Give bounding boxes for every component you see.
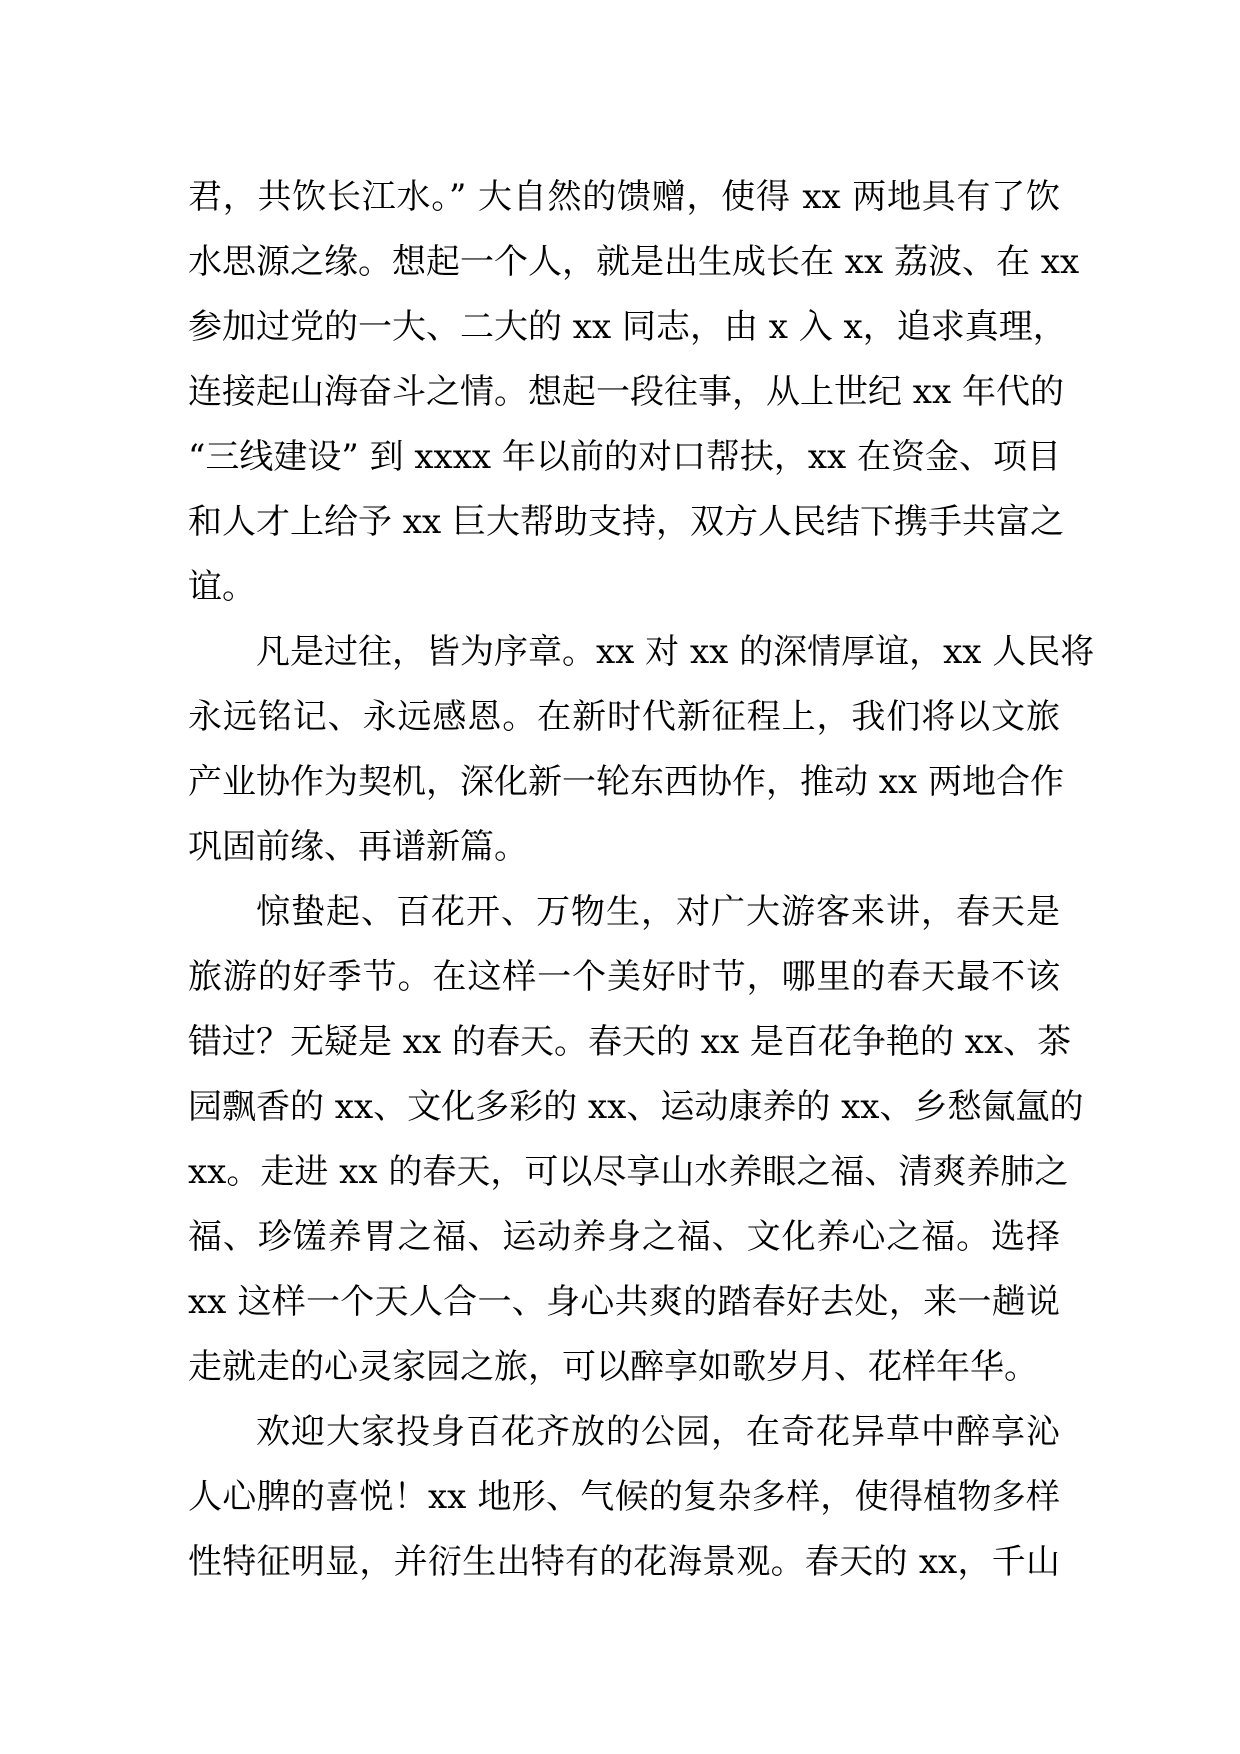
text-line: 园飘香的 xx、文化多彩的 xx、运动康养的 xx、乡愁氤氲的 [188, 1087, 1084, 1127]
text-line: 凡是过往，皆为序章。xx 对 xx 的深情厚谊，xx 人民将 [256, 632, 1095, 672]
text-line: 惊蛰起、百花开、万物生，对广大游客来讲，春天是 [256, 892, 1060, 932]
body-text [188, 165, 1095, 1595]
text-line: 参加过党的一大、二大的 xx 同志，由 x 入 x，追求真理， [188, 307, 1067, 347]
text-line: 和人才上给予 xx 巨大帮助支持，双方人民结下携手共富之 [188, 502, 1064, 542]
text-line: xx。走进 xx 的春天，可以尽享山水养眼之福、清爽养肺之 [188, 1152, 1069, 1192]
text-line: xx 这样一个天人合一、身心共爽的踏春好去处，来一趟说 [188, 1282, 1060, 1322]
text-line: 人心脾的喜悦！xx 地形、气候的复杂多样，使得植物多样 [188, 1477, 1060, 1517]
text-line: 谊。 [188, 567, 256, 607]
text-line: 走就走的心灵家园之旅，可以醉享如歌岁月、花样年华。 [188, 1347, 1038, 1387]
text-line: 旅游的好季节。在这样一个美好时节，哪里的春天最不该 [188, 957, 1060, 997]
text-line: 连接起山海奋斗之情。想起一段往事，从上世纪 xx 年代的 [188, 372, 1064, 412]
text-line: 产业协作为契机，深化新一轮东西协作，推动 xx 两地合作 [188, 762, 1064, 802]
text-line: 欢迎大家投身百花齐放的公园，在奇花异草中醉享沁 [256, 1412, 1060, 1452]
text-line: 君，共饮长江水。” 大自然的馈赠，使得 xx 两地具有了饮 [188, 177, 1060, 217]
text-line: 性特征明显，并衍生出特有的花海景观。春天的 xx，千山 [188, 1542, 1060, 1582]
text-line: 巩固前缘、再谱新篇。 [188, 827, 528, 867]
text-line: 福、珍馐养胃之福、运动养身之福、文化养心之福。选择 [188, 1217, 1060, 1257]
text-line: 错过？无疑是 xx 的春天。春天的 xx 是百花争艳的 xx、茶 [188, 1022, 1072, 1062]
text-line: 永远铭记、永远感恩。在新时代新征程上，我们将以文旅 [188, 697, 1060, 737]
text-line: “三线建设” 到 xxxx 年以前的对口帮扶，xx 在资金、项目 [188, 437, 1062, 477]
text-line: 水思源之缘。想起一个人，就是出生成长在 xx 荔波、在 xx [188, 242, 1080, 282]
